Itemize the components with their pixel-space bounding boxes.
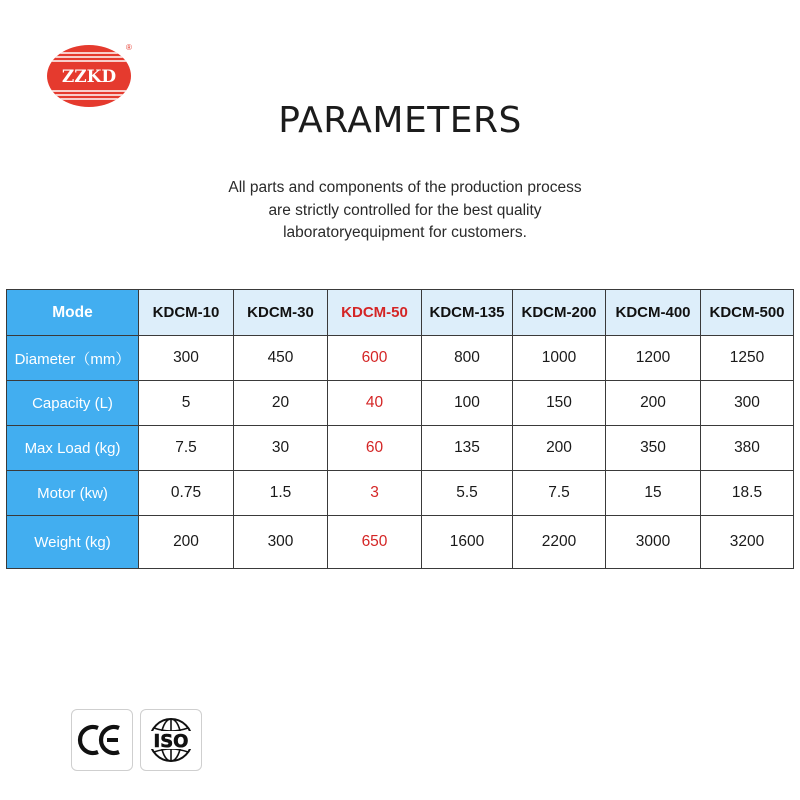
table-row bbox=[7, 336, 794, 381]
parameters-table bbox=[6, 289, 794, 569]
table-cell: 1600 bbox=[422, 516, 513, 569]
iso-label: ISO bbox=[153, 731, 189, 752]
table-cell: 135 bbox=[422, 426, 513, 471]
mode-header: Mode bbox=[7, 290, 139, 336]
model-header: KDCM-200 bbox=[513, 290, 606, 336]
row-label: Capacity (L) bbox=[7, 381, 139, 426]
table-cell-highlighted: 600 bbox=[328, 336, 422, 381]
iso-globe-icon bbox=[141, 710, 201, 770]
table-row bbox=[7, 426, 794, 471]
ce-mark-icon bbox=[72, 710, 132, 770]
table-cell-highlighted: 3 bbox=[328, 471, 422, 516]
iso-certification-badge bbox=[140, 709, 202, 771]
table-cell: 200 bbox=[139, 516, 234, 569]
table-cell: 5 bbox=[139, 381, 234, 426]
model-header: KDCM-30 bbox=[234, 290, 328, 336]
model-header: KDCM-500 bbox=[701, 290, 794, 336]
table-header-row bbox=[7, 290, 794, 336]
table-cell: 800 bbox=[422, 336, 513, 381]
table-cell-highlighted: 650 bbox=[328, 516, 422, 569]
table-cell: 150 bbox=[513, 381, 606, 426]
table-cell: 350 bbox=[606, 426, 701, 471]
table-cell: 2200 bbox=[513, 516, 606, 569]
row-label: Max Load (kg) bbox=[7, 426, 139, 471]
table-row bbox=[7, 471, 794, 516]
table-cell-highlighted: 60 bbox=[328, 426, 422, 471]
description bbox=[0, 177, 800, 245]
table-cell-highlighted: 40 bbox=[328, 381, 422, 426]
table-cell: 200 bbox=[606, 381, 701, 426]
table-cell: 0.75 bbox=[139, 471, 234, 516]
model-header: KDCM-400 bbox=[606, 290, 701, 336]
table-cell: 200 bbox=[513, 426, 606, 471]
description-line: All parts and components of the production process bbox=[228, 179, 582, 196]
page-title: PARAMETERS bbox=[278, 100, 522, 141]
row-label: Diameter（mm） bbox=[7, 336, 139, 381]
table-cell: 1.5 bbox=[234, 471, 328, 516]
model-header: KDCM-135 bbox=[422, 290, 513, 336]
table-row bbox=[7, 516, 794, 569]
zzkd-logo bbox=[46, 44, 132, 108]
model-header: KDCM-10 bbox=[139, 290, 234, 336]
table-cell: 300 bbox=[234, 516, 328, 569]
table-cell: 300 bbox=[139, 336, 234, 381]
table-cell: 30 bbox=[234, 426, 328, 471]
table-cell: 3200 bbox=[701, 516, 794, 569]
table-cell: 380 bbox=[701, 426, 794, 471]
table-cell: 20 bbox=[234, 381, 328, 426]
description-line: are strictly controlled for the best quality bbox=[268, 201, 542, 219]
table-row bbox=[7, 381, 794, 426]
table-cell: 1200 bbox=[606, 336, 701, 381]
table-cell: 7.5 bbox=[139, 426, 234, 471]
table-cell: 3000 bbox=[606, 516, 701, 569]
table-cell: 1000 bbox=[513, 336, 606, 381]
table-cell: 450 bbox=[234, 336, 328, 381]
table-cell: 1250 bbox=[701, 336, 794, 381]
logo-text: ZZKD bbox=[61, 67, 117, 87]
description-line: laboratoryequipment for customers. bbox=[283, 224, 527, 241]
row-label: Weight (kg) bbox=[7, 516, 139, 569]
registered-mark: ® bbox=[126, 44, 132, 52]
model-header-highlighted: KDCM-50 bbox=[328, 290, 422, 336]
table-cell: 18.5 bbox=[701, 471, 794, 516]
table-cell: 7.5 bbox=[513, 471, 606, 516]
table-cell: 300 bbox=[701, 381, 794, 426]
ce-certification-badge bbox=[71, 709, 133, 771]
table-cell: 100 bbox=[422, 381, 513, 426]
table-cell: 15 bbox=[606, 471, 701, 516]
row-label: Motor (kw) bbox=[7, 471, 139, 516]
table-cell: 5.5 bbox=[422, 471, 513, 516]
